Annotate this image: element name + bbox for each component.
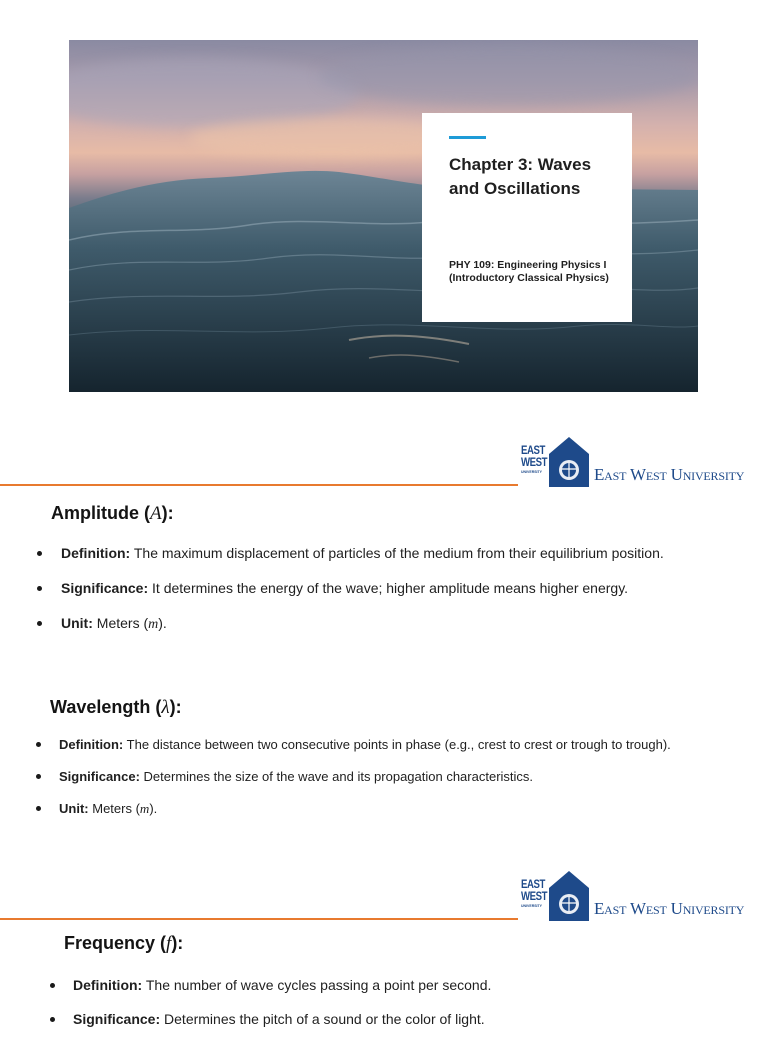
chapter-title: Chapter 3: Waves and Oscillations: [449, 155, 592, 198]
bullet-icon: [37, 586, 42, 591]
list-item: Unit: Meters (m).: [36, 796, 689, 821]
university-logo: [521, 866, 768, 922]
header-rule: [0, 484, 518, 486]
university-logo: [521, 432, 768, 488]
title-card: [422, 113, 632, 322]
bullet-list: [36, 732, 730, 821]
bullet-list: [37, 540, 731, 638]
bullet-icon: [50, 983, 55, 988]
list-item: Significance: Determines the pitch of a sound or the color of light.: [50, 1006, 723, 1032]
bullet-list: [50, 972, 744, 1032]
bullet-icon: [37, 621, 42, 626]
header-rule: [0, 918, 518, 920]
list-item: Definition: The distance between two consecutive points in phase (e.g., crest to crest or trough to trough).: [36, 732, 689, 757]
course-name: PHY 109: Engineering Physics I (Introductory Classical Physics): [449, 259, 609, 284]
bullet-icon: [36, 774, 41, 779]
section-heading: Frequency (f):: [64, 933, 184, 954]
section-amplitude: [51, 502, 731, 646]
bullet-icon: [36, 742, 41, 747]
page-header: [0, 866, 768, 926]
list-item: Significance: Determines the size of the wave and its propagation characteristics.: [36, 764, 689, 789]
section-heading: Wavelength (λ):: [50, 697, 182, 718]
logo-wordmark: EAST WEST UNIVERSITY: [521, 877, 548, 908]
list-item: Unit: Meters (m).: [37, 610, 711, 638]
bullet-icon: [36, 806, 41, 811]
accent-bar: [449, 136, 486, 139]
page-header: [0, 432, 768, 492]
list-item: Significance: It determines the energy of the wave; higher amplitude means higher energy.: [37, 575, 711, 602]
list-item: Definition: The maximum displacement of particles of the medium from their equilibrium position.: [37, 540, 711, 567]
university-emblem-icon: [547, 432, 593, 488]
bullet-icon: [37, 551, 42, 556]
bullet-icon: [50, 1017, 55, 1022]
logo-wordmark: EAST WEST UNIVERSITY: [521, 443, 548, 474]
section-wavelength: [50, 696, 730, 828]
university-name: East West University: [594, 465, 745, 484]
cover-slide: [69, 40, 698, 392]
list-item: Definition: The number of wave cycles passing a point per second.: [50, 972, 723, 998]
university-emblem-icon: [547, 866, 593, 922]
section-heading: Amplitude (A):: [51, 503, 174, 524]
university-name: East West University: [594, 899, 745, 918]
